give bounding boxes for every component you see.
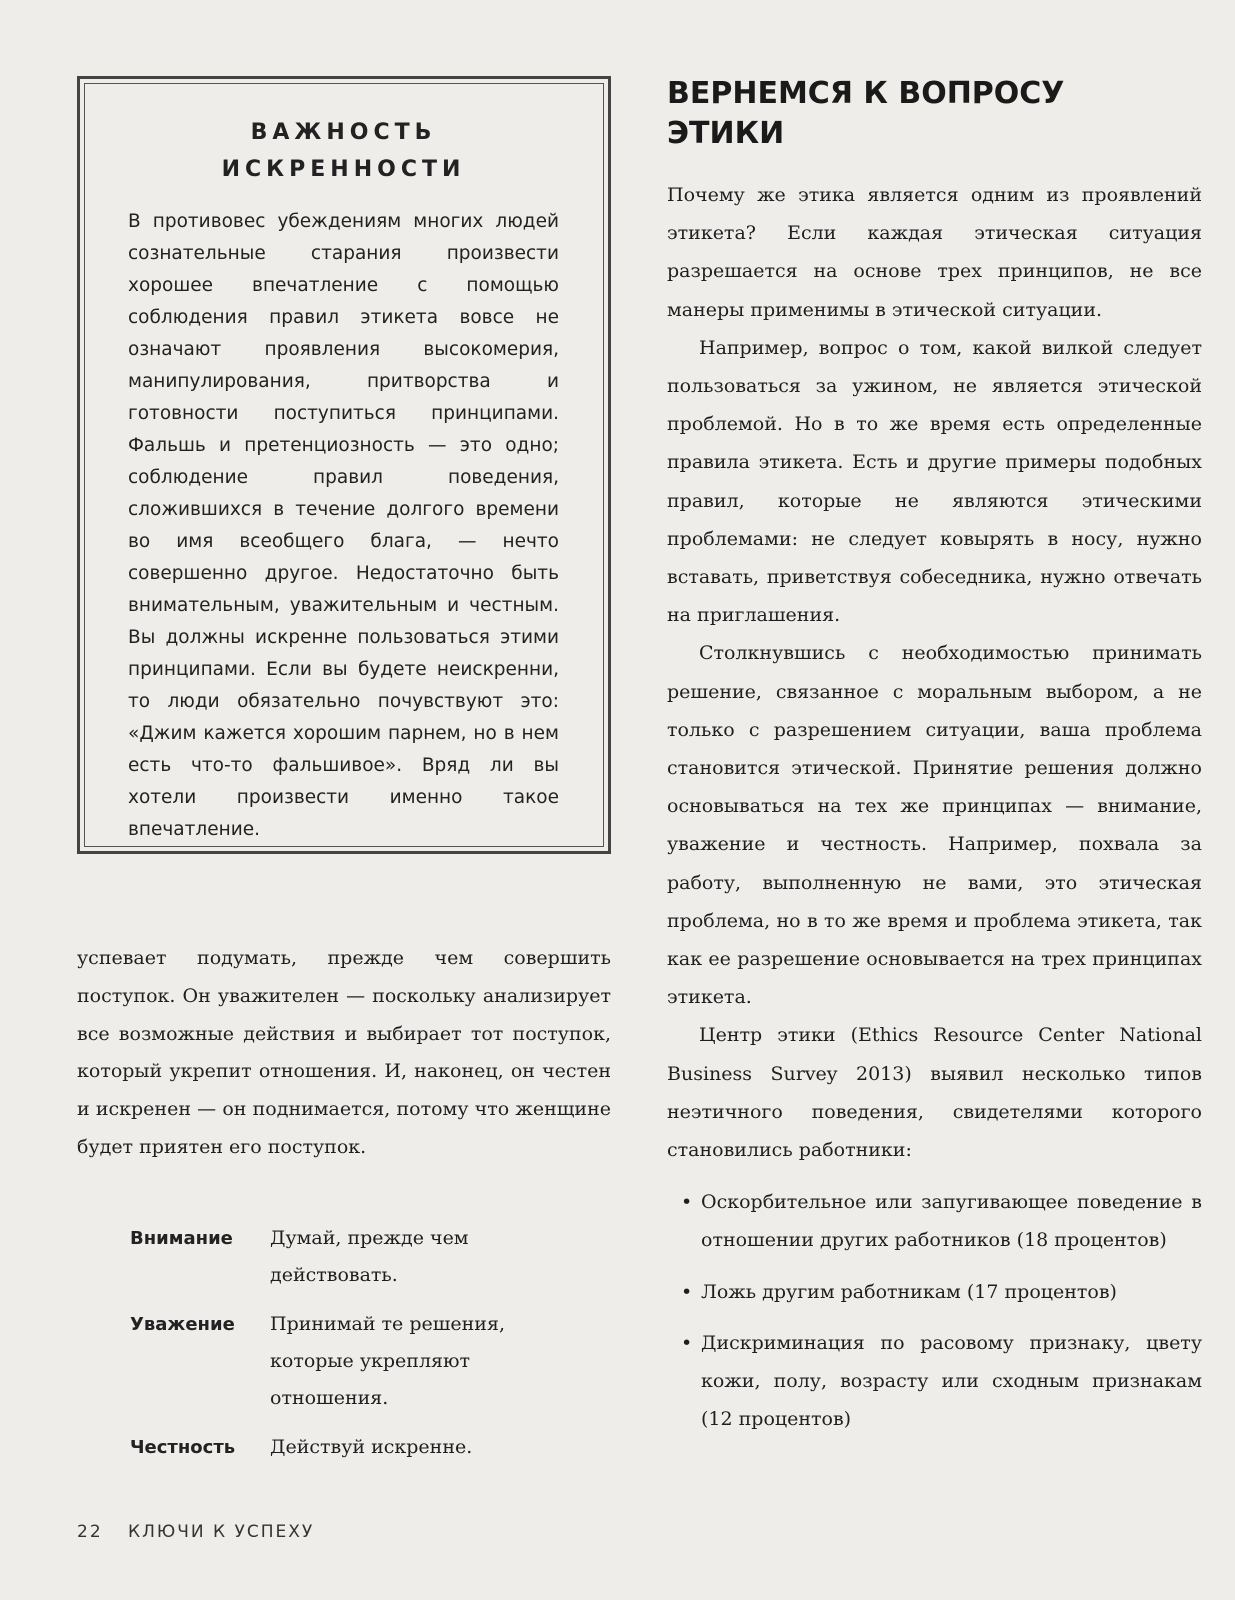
right-column bbox=[667, 74, 1202, 1452]
page-number: 22 bbox=[77, 1522, 103, 1542]
sidebar-box-inner bbox=[84, 83, 604, 847]
sidebar-text: В противовес убеждениям многих людей сознательные старания произвести хорошее впечатление с помощью соблюдения правил этикета вовсе не означают проявления высокомерия, манипулирования, притворства и готовности поступиться принципами. Фальшь и претенциозность — это одно; соблюдение правил поведения, сложившихся в течение долгого времени во имя всеобщего блага, — нечто совершенно другое. Недостаточно быть внимательным, уважительным и честным. Вы должны искренне пользоваться этими принципами. Если вы будете неискренни, то люди обязательно почувствуют это: «Джим кажется хорошим парнем, но в нем есть что-то фальшивое». Вряд ли вы хотели произвести именно такое впечатление. bbox=[128, 211, 559, 840]
bullet-icon: • bbox=[681, 1191, 693, 1214]
principle-definition: Думай, прежде чем действовать. bbox=[270, 1227, 469, 1286]
bullet-icon: • bbox=[681, 1280, 693, 1303]
list-item bbox=[667, 1273, 1202, 1311]
page-footer bbox=[77, 1522, 314, 1542]
section-title-line-1: ВЕРНЕМСЯ К ВОПРОСУ bbox=[667, 76, 1065, 111]
sidebar-title-line-2: ИСКРЕННОСТИ bbox=[221, 157, 466, 182]
section-paragraph-2: Например, вопрос о том, какой вилкой следует пользоваться за ужином, не является этической проблемой. Но в то же время есть определенные правила этикета. Есть и другие примеры подобных правил, которые не являются этическими проблемами: не следует ковырять в носу, нужно вставать, приветствуя собеседника, нужно отвечать на приглашения. bbox=[667, 336, 1202, 627]
section-title-line-2: ЭТИКИ bbox=[667, 116, 785, 151]
sidebar-title bbox=[128, 114, 559, 188]
list-item bbox=[667, 1183, 1202, 1259]
list-item-text: Дискриминация по расовому признаку, цвету кожи, полу, возрасту или сходным признакам (12 процентов) bbox=[701, 1331, 1202, 1431]
principle-attention bbox=[130, 1220, 610, 1294]
section-paragraph-3: Столкнувшись с необходимостью принимать решение, связанное с моральным выбором, а не только с разрешением ситуации, ваша проблема становится этической. Принятие решения должно основываться на тех же принципах — внимание, уважение и честность. Например, похвала за работу, выполненную не вами, это этическая проблема, но в то же время и проблема этикета, так как ее разрешение основывается на трех принципах этикета. bbox=[667, 642, 1202, 1009]
principle-honesty bbox=[130, 1429, 610, 1466]
unethical-behavior-list bbox=[667, 1183, 1202, 1438]
bullet-icon: • bbox=[681, 1331, 693, 1354]
list-item-text: Оскорбительное или запугивающее поведение в отношении других работников (18 процентов) bbox=[701, 1191, 1202, 1252]
section-title bbox=[667, 74, 1202, 154]
principle-respect bbox=[130, 1306, 610, 1417]
section-paragraph-1: Почему же этика является одним из проявлений этикета? Если каждая этическая ситуация разрешается на основе трех принципов, не все манеры применимы в этической ситуации. bbox=[667, 184, 1202, 321]
running-title: КЛЮЧИ К УСПЕХУ bbox=[128, 1522, 315, 1542]
left-body-paragraph: успевает подумать, прежде чем совершить поступок. Он уважителен — поскольку анализирует все возможные действия и выбирает тот поступок, который укрепит отношения. И, наконец, он честен и искренен — он поднимается, потому что женщине будет приятен его поступок. bbox=[77, 947, 611, 1158]
sidebar-title-line-1: ВАЖНОСТЬ bbox=[250, 120, 437, 145]
section-paragraph-4: Центр этики (Ethics Resource Center National Business Survey 2013) выявил несколько типов неэтичного поведения, свидетелями которого становились работники: bbox=[667, 1024, 1202, 1162]
principle-term: Честность bbox=[130, 1437, 236, 1458]
principle-term: Уважение bbox=[130, 1314, 235, 1335]
principle-term: Внимание bbox=[130, 1228, 233, 1249]
list-item bbox=[667, 1324, 1202, 1439]
sidebar-box bbox=[77, 76, 611, 854]
list-item-text: Ложь другим работникам (17 процентов) bbox=[701, 1280, 1117, 1303]
principle-definition: Принимай те решения, которые укрепляют отношения. bbox=[270, 1313, 505, 1409]
principle-definition: Действуй искренне. bbox=[270, 1436, 473, 1458]
principles-list bbox=[130, 1220, 610, 1478]
